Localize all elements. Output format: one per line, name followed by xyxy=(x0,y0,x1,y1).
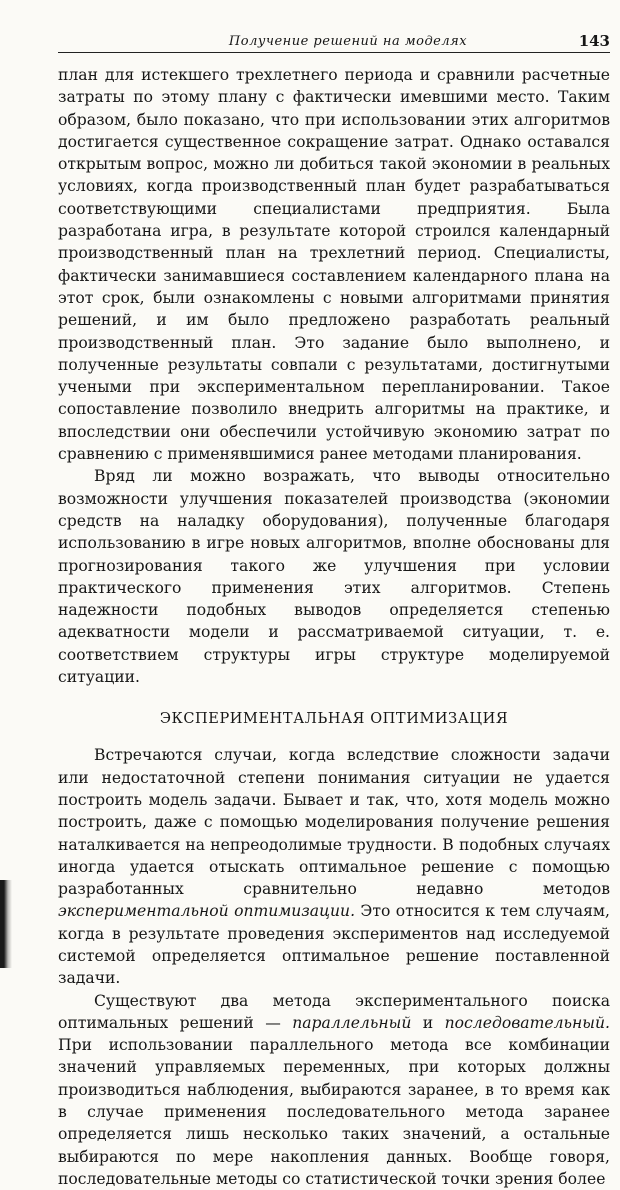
paragraph-text: Существуют два метода экспериментального поиска оптимальных решений — xyxy=(58,991,610,1032)
paragraph-text: Встречаются случаи, когда вследствие сложности задачи или недостаточной степени понимания ситуации не удается построить модель задачи. Бывает и так, что, хотя модель можно построить, даже с помощью моделирования получение решения наталкивается на непреодолимые трудности. В подобных случаях иногда удается отыскать оптимальное решение с помощью разработанных сравнительно недавно методов xyxy=(58,746,610,899)
paragraph-text: Это относится к тем случаям, когда в результате проведения экспериментов над исследуемой системой определяется оптимальное решение поставленной задачи. xyxy=(58,902,610,988)
page-body xyxy=(58,64,610,1190)
paragraph-search-methods xyxy=(58,990,610,1190)
paragraph-conclusions: Вряд ли можно возражать, что выводы относительно возможности улучшения показателей производства (экономии средств на наладку оборудования), полученные благодаря использованию в игре новых алгоритмов, вполне обоснованы для прогнозирования такого же улучшения при условии практического применения этих алгоритмов. Степень надежности подобных выводов определяется степенью адекватности модели и рассматриваемой ситуации, т. е. соответствием структуры игры структуре моделируемой ситуации. xyxy=(58,467,610,687)
header-rule xyxy=(58,52,610,53)
page-header xyxy=(58,30,610,52)
section-heading: ЭКСПЕРИМЕНТАЛЬНАЯ ОПТИМИЗАЦИЯ xyxy=(159,711,509,728)
paragraph-continuation: план для истекшего трехлетнего периода и сравнили расчетные затраты по этому плану с фактически имевшими место. Таким образом, было показано, что при использовании этих алгоритмов достигается существенное сокращение затрат. Однако оставался открытым вопрос, можно ли добиться такой экономии в реальных условиях, когда производственный план будет разрабатываться соответствующими специалистами предприятия. Была разработана игра, в результате которой строился календарный производственный план на трехлетний период. Специалисты, фактически занимавшиеся составлением календарного плана на этот срок, были ознакомлены с новыми алгоритмами принятия решений, и им было предложено разработать реальный производственный план. Это задание было выполнено, и полученные результаты совпали с результатами, достигнутыми учеными при экспериментальном перепланировании. Такое сопоставление позволило внедрить алгоритмы на практике, и впоследствии они обеспечили устойчивую экономию затрат по сравнению с применявшимися ранее методами планирования. xyxy=(58,66,610,464)
binding-shadow xyxy=(0,880,12,968)
emphasis-term: последовательный. xyxy=(444,1013,610,1032)
paragraph-text: и xyxy=(411,1013,445,1032)
paragraph-experimental-optimization xyxy=(58,744,610,989)
emphasis-term: экспериментальной оптимизации. xyxy=(58,902,356,921)
page-number: 143 xyxy=(578,32,610,50)
running-title: Получение решений на моделях xyxy=(228,34,468,49)
paragraph-text: При использовании параллельного метода все комбинации значений управляемых переменных, при которых должны производиться наблюдения, выбираются заранее, в то время как в случае применения последовательного метода заранее определяется лишь несколько таких значений, а остальные выбираются по мере накопления данных. Вообще говоря, последовательные методы со статистической точки зрения более xyxy=(58,1036,610,1188)
emphasis-term: параллельный xyxy=(292,1013,412,1032)
